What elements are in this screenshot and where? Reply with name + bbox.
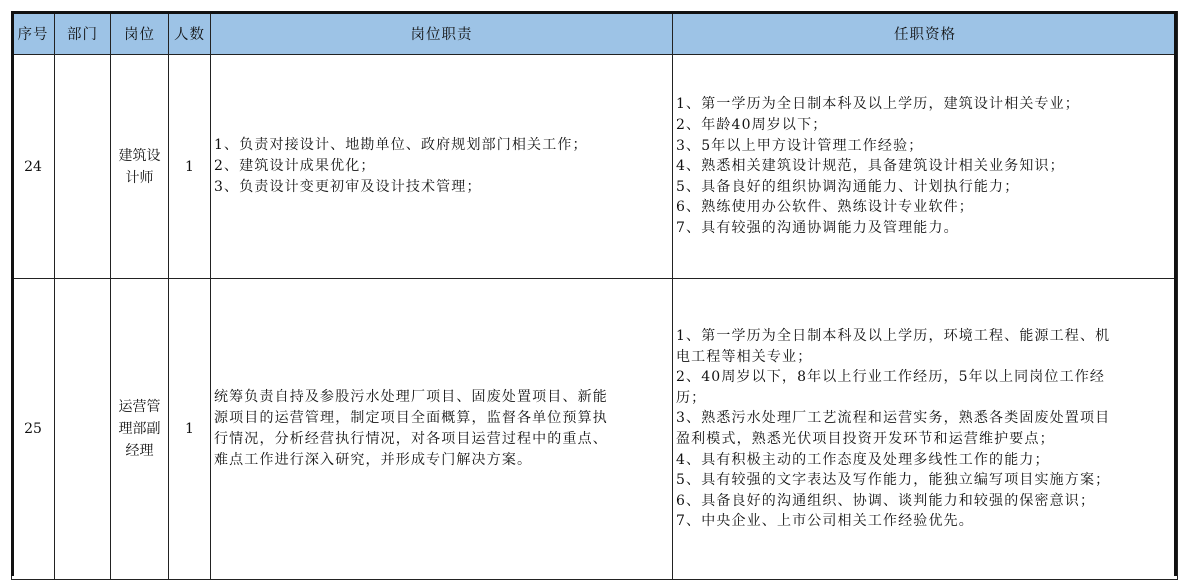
qualification-line: 5、具备良好的组织协调沟通能力、计划执行能力； bbox=[676, 178, 1020, 195]
qualification-line: 2、40周岁以下，8年以上行业工作经历，5年以上同岗位工作经 bbox=[676, 369, 1106, 386]
qualifications-cell bbox=[673, 279, 1178, 580]
duties-cell bbox=[211, 55, 673, 279]
qualification-line: 3、5年以上甲方设计管理工作经验； bbox=[676, 137, 924, 154]
seq-cell: 25 bbox=[12, 279, 55, 580]
qualification-line: 4、熟悉相关建筑设计规范，具备建筑设计相关业务知识； bbox=[676, 158, 1065, 175]
position-line: 运营管 bbox=[118, 399, 161, 415]
table-outer-border-top bbox=[11, 11, 1177, 14]
table-row bbox=[12, 279, 1178, 580]
qualification-line: 3、熟悉污水处理厂工艺流程和运营实务，熟悉各类固废处置项目 bbox=[676, 410, 1111, 427]
position-line: 经理 bbox=[125, 443, 154, 459]
qualification-line: 历； bbox=[676, 389, 707, 406]
table-row bbox=[12, 55, 1178, 279]
count-cell: 1 bbox=[169, 55, 211, 279]
qualification-line: 2、年龄40周岁以下； bbox=[676, 117, 828, 134]
qualification-line: 1、第一学历为全日制本科及以上学历，环境工程、能源工程、机 bbox=[676, 328, 1111, 345]
duty-line: 1、负责对接设计、地勘单位、政府规划部门相关工作； bbox=[214, 137, 588, 153]
qualification-line: 盈利模式，熟悉光伏项目投资开发环节和运营维护要点； bbox=[676, 431, 1055, 447]
qualification-line: 4、具有积极主动的工作态度及处理多线性工作的能力； bbox=[676, 451, 1050, 468]
table-outer-border-right bbox=[1174, 11, 1177, 576]
duty-line: 2、建筑设计成果优化； bbox=[214, 158, 376, 174]
duty-line: 源项目的运营管理，制定项目全面概算，监督各单位预算执 bbox=[214, 410, 608, 426]
dept-cell bbox=[55, 55, 111, 279]
header-duties: 岗位职责 bbox=[211, 12, 673, 55]
qualification-line: 6、熟练使用办公软件、熟练设计专业软件； bbox=[676, 199, 974, 216]
duty-line: 3、负责设计变更初审及设计技术管理； bbox=[214, 179, 482, 195]
duty-line: 难点工作进行深入研究，并形成专门解决方案。 bbox=[214, 452, 533, 468]
qualification-line: 7、中央企业、上市公司相关工作经验优先。 bbox=[676, 513, 974, 530]
qualification-line: 7、具有较强的沟通协调能力及管理能力。 bbox=[676, 219, 959, 236]
job-requirements-table bbox=[11, 11, 1178, 580]
seq-cell: 24 bbox=[12, 55, 55, 279]
header-seq: 序号 bbox=[12, 12, 55, 55]
position-cell bbox=[111, 55, 169, 279]
qualifications-cell bbox=[673, 55, 1178, 279]
duty-line: 统筹负责自持及参股污水处理厂项目、固废处置项目、新能 bbox=[214, 389, 608, 405]
header-count: 人数 bbox=[169, 12, 211, 55]
position-line: 计师 bbox=[125, 169, 154, 186]
header-dept: 部门 bbox=[55, 12, 111, 55]
header-position: 岗位 bbox=[111, 12, 169, 55]
position-cell bbox=[111, 279, 169, 580]
qualification-line: 6、具备良好的沟通组织、协调、谈判能力和较强的保密意识； bbox=[676, 492, 1096, 509]
position-line: 理部副 bbox=[118, 421, 161, 437]
dept-cell bbox=[55, 279, 111, 580]
table-outer-border-left bbox=[11, 11, 14, 576]
duties-cell bbox=[211, 279, 673, 580]
duty-line: 行情况，分析经营执行情况，对各项目运营过程中的重点、 bbox=[214, 431, 608, 447]
header-qualifications: 任职资格 bbox=[673, 12, 1178, 55]
header-row bbox=[12, 12, 1178, 55]
position-line: 建筑设 bbox=[118, 147, 161, 164]
count-cell: 1 bbox=[169, 279, 211, 580]
qualification-line: 5、具有较强的文字表达及写作能力，能独立编写项目实施方案； bbox=[676, 472, 1111, 489]
qualification-line: 1、第一学历为全日制本科及以上学历，建筑设计相关专业； bbox=[676, 96, 1080, 113]
qualification-line: 电工程等相关专业； bbox=[676, 348, 813, 365]
